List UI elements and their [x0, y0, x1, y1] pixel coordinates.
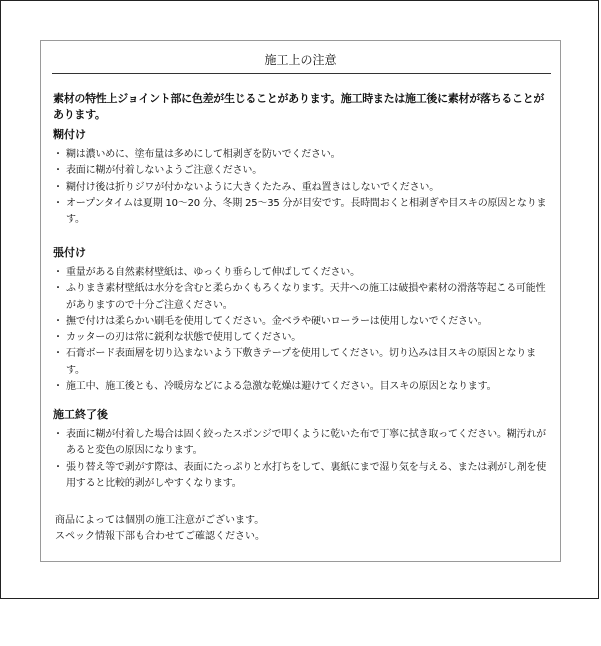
list-item-text: 石膏ボード表面層を切り込まないよう下敷きテープを使用してください。切り込みは目スキの原因となります。 [66, 348, 536, 376]
section-items [53, 147, 553, 228]
bullet-mark: ・ [53, 429, 63, 440]
title-divider [52, 73, 551, 74]
list-item [53, 346, 553, 379]
list-item [53, 460, 553, 493]
list-item-text: 張り替え等で剥がす際は、表面にたっぷりと水打ちをして、裏紙にまで湿り気を与える、または剥がし剤を使用すると比較的剥がしやすくなります。 [66, 461, 546, 489]
list-item-text: 糊は濃いめに、塗布量は多めにして相剥ぎを防いでください。 [66, 149, 341, 160]
bullet-mark: ・ [53, 197, 63, 209]
footer-line: スペック情報下部も合わせてご確認ください。 [55, 531, 265, 542]
list-item [53, 180, 553, 196]
section-items [53, 427, 553, 492]
footer-note [55, 513, 553, 545]
bullet-mark: ・ [53, 165, 63, 177]
list-item-text: オープンタイムは夏期 10～20 分、冬期 25～35 分が目安です。長時間おくと相剥ぎや目スキの原因となります。 [66, 197, 547, 226]
section-after-construction [53, 407, 553, 492]
list-item [53, 163, 553, 179]
list-item [53, 147, 553, 163]
list-item [53, 330, 553, 346]
list-item [53, 427, 553, 460]
section-glue-application [53, 127, 553, 228]
section-heading: 糊付け [53, 128, 86, 141]
list-item-text: 糊付け後は折りジワが付かないように大きくたたみ、重ね置きはしないでください。 [66, 181, 439, 193]
bullet-mark: ・ [53, 348, 63, 360]
list-item [53, 281, 553, 314]
list-item-text: 表面に糊が付着した場合は固く絞ったスポンジで叩くように乾いた布で丁寧に拭き取ってください。糊汚れがあると変色の原因になります。 [66, 429, 546, 457]
list-item [53, 196, 553, 229]
bullet-mark: ・ [53, 267, 63, 278]
list-item-text: カッターの刃は常に鋭利な状態で使用してください。 [66, 332, 302, 344]
list-item-text: 表面に糊が付着しないようご注意ください。 [66, 165, 262, 177]
list-item-text: 重量がある自然素材壁紙は、ゆっくり垂らして伸ばしてください。 [66, 267, 360, 278]
bullet-mark: ・ [53, 181, 63, 193]
notice-intro: 素材の特性上ジョイント部に色差が生じることがあります。施工時または施工後に素材が落ちることがあります。 [53, 92, 545, 121]
section-items [53, 265, 553, 395]
section-hanging [53, 245, 553, 395]
bullet-mark: ・ [53, 283, 63, 295]
construction-notice-box [40, 40, 561, 562]
bullet-mark: ・ [53, 461, 63, 473]
section-heading: 施工終了後 [53, 408, 108, 421]
bullet-mark: ・ [53, 381, 63, 393]
list-item-text: 撫で付けは柔らかい刷毛を使用してください。金ベラや硬いローラーは使用しないでください。 [66, 315, 488, 327]
footer-line: 商品によっては個別の施工注意がございます。 [55, 515, 265, 526]
list-item [53, 314, 553, 330]
bullet-mark: ・ [53, 315, 63, 327]
list-item [53, 265, 553, 281]
list-item [53, 379, 553, 395]
notice-title: 施工上の注意 [264, 53, 337, 67]
list-item-text: 施工中、施工後とも、冷暖房などによる急激な乾燥は避けてください。目スキの原因となります。 [66, 381, 497, 393]
bullet-mark: ・ [53, 332, 63, 344]
list-item-text: ふりまき素材壁紙は水分を含むと柔らかくもろくなります。天井への施工は破損や素材の滑落等起こる可能性がありますので十分ご注意ください。 [66, 283, 546, 311]
bullet-mark: ・ [53, 149, 63, 160]
section-heading: 張付け [53, 246, 86, 259]
